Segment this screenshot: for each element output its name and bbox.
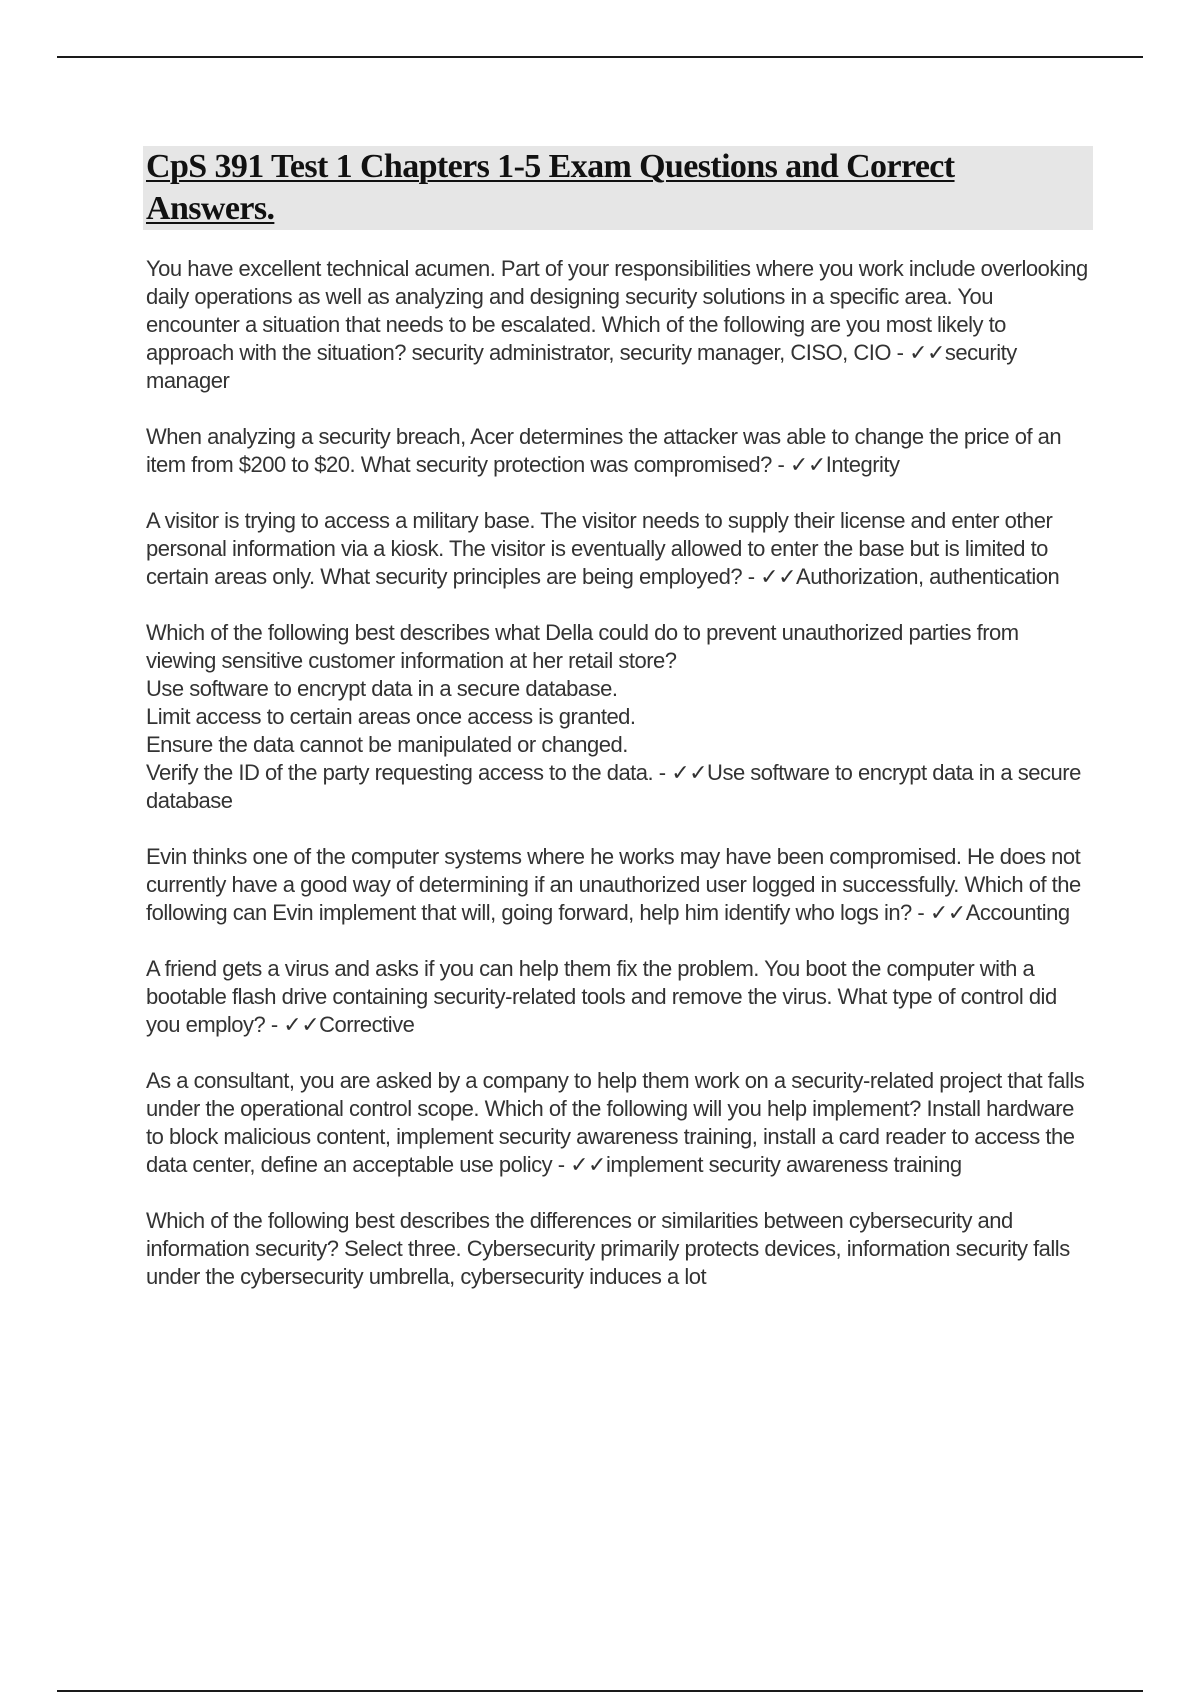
question-answer-8: Which of the following best describes the differences or similarities between cybersecurity and information security? Select three. Cybersecurity primarily protects devices, information security falls under the cybersecurity umbrella, cybersecurity induces a lot [146, 1208, 1070, 1289]
top-rule [57, 56, 1143, 58]
question-answer-3: A visitor is trying to access a military base. The visitor needs to supply their license and enter other personal information via a kiosk. The visitor is eventually allowed to enter the base but is limited to certain areas only. What security principles are being employed? - ✓✓Authorization, authentication [146, 508, 1060, 589]
bottom-rule [57, 1690, 1143, 1692]
question-answer-2: When analyzing a security breach, Acer determines the attacker was able to change the price of an item from $200 to $20. What security protection was compromised? - ✓✓Integrity [146, 424, 1062, 477]
question-answer-1: You have excellent technical acumen. Part of your responsibilities where you work include overlooking daily operations as well as analyzing and designing security solutions in a specific area. You encounter a situation that needs to be escalated. Which of the following are you most likely to approach with the situation? security administrator, security manager, CISO, CIO - ✓✓security manager [146, 256, 1088, 393]
question-answer-4: Which of the following best describes what Della could do to prevent unauthorized parties from viewing sensitive customer information at her retail store? Use software to encrypt data in a secure database. Limit access to certain areas once access is granted. Ensure the data cannot be manipulated or changed. Verify the ID of the party requesting access to the data. - ✓✓Use software to encrypt data in a secure database [146, 620, 1081, 813]
document-title: CpS 391 Test 1 Chapters 1-5 Exam Questions and Correct Answers. [146, 148, 955, 227]
question-answer-6: A friend gets a virus and asks if you can help them fix the problem. You boot the computer with a bootable flash drive containing security-related tools and remove the virus. What type of control did you employ? - ✓✓Corrective [146, 956, 1057, 1037]
question-answer-7: As a consultant, you are asked by a company to help them work on a security-related project that falls under the operational control scope. Which of the following will you help implement? Install hardware to block malicious content, implement security awareness training, install a card reader to access the data center, define an acceptable use policy - ✓✓implement security awareness training [146, 1068, 1085, 1177]
question-list [146, 255, 1091, 1319]
question-answer-5: Evin thinks one of the computer systems where he works may have been compromised. He does not currently have a good way of determining if an unauthorized user logged in successfully. Which of the following can Evin implement that will, going forward, help him identify who logs in? - ✓✓Accounting [146, 844, 1081, 925]
